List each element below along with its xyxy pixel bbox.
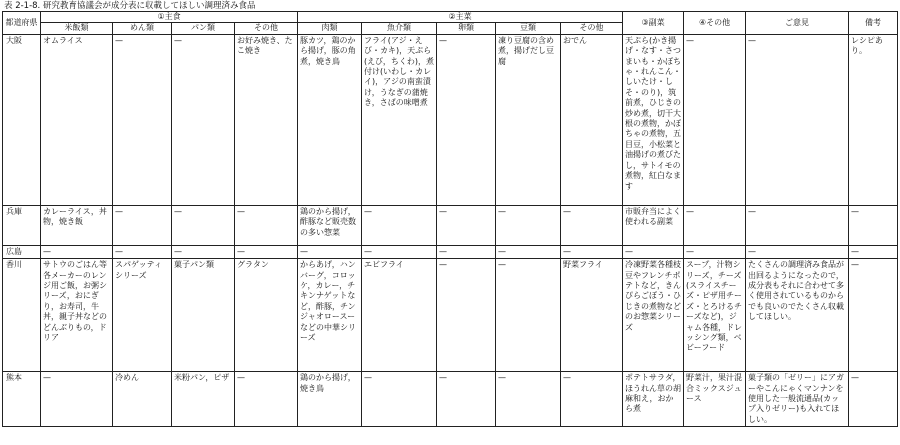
table-cell: — xyxy=(235,372,298,427)
table-cell: — xyxy=(561,245,623,258)
table-cell: — xyxy=(235,245,298,258)
table-row xyxy=(3,34,898,205)
table-cell: — xyxy=(496,245,561,258)
header-bread: パン類 xyxy=(172,23,235,34)
header-beans: 豆類 xyxy=(496,23,561,34)
header-rice: 米飯類 xyxy=(41,23,113,34)
row-prefecture: 熊本 xyxy=(3,372,41,427)
header-seafood: 魚介類 xyxy=(362,23,437,34)
table-row xyxy=(3,245,898,258)
table-cell: 鶏のから揚げ，焼き鳥 xyxy=(298,372,362,427)
header-staple-other: その他 xyxy=(235,23,298,34)
table-cell: 野菜汁，果汁混合ミックスジュース xyxy=(684,372,746,427)
table-cell: — xyxy=(746,245,849,258)
table-cell: — xyxy=(496,372,561,427)
table-cell: 市販弁当によく使われる副菜 xyxy=(623,205,684,245)
table-cell: — xyxy=(746,34,849,205)
table-cell: 天ぷら(かき揚げ・なす・さつまいも・かぼちゃ・れんこん・しいたけ・しそ・のり)，筑前煮，ひじきの炒め煮，切干大根の煮物，かぼちゃの煮物，五目豆，小松菜と油揚げの煮びたし，サトイモの煮物，紅白なます xyxy=(623,34,684,205)
table-row xyxy=(3,205,898,245)
table-cell: レシピあり。 xyxy=(849,34,898,205)
header-meat: 肉類 xyxy=(298,23,362,34)
table-cell: カレーライス，丼物，焼き飯 xyxy=(41,205,113,245)
table-cell: フライ(アジ・えび・カキ)，天ぷら(えび，ちくわ)，煮付け(いわし・カレイ)，アジの南蛮漬け，うなぎの蒲焼き，さばの味噌煮 xyxy=(362,34,437,205)
header-note: 備考 xyxy=(849,12,898,35)
header-row-top xyxy=(3,12,898,23)
table-cell: — xyxy=(172,34,235,205)
header-side: ③副菜 xyxy=(623,12,684,35)
header-opinion: ご意見 xyxy=(746,12,849,35)
table-cell: — xyxy=(684,205,746,245)
header-staple: ①主食 xyxy=(41,12,298,23)
header-pref: 都道府県 xyxy=(3,12,41,35)
header-main: ②主菜 xyxy=(298,12,623,23)
table-cell: — xyxy=(41,372,113,427)
header-main-other: その他 xyxy=(561,23,623,34)
table-cell: たくさんの調理済み食品が出回るようになったので，成分表もそれに合わせて多く使用されているものからでも良いのでたくさん収載してほしい。 xyxy=(746,259,849,372)
table-cell: 鶏のから揚げ，酢豚など販売数の多い惣菜 xyxy=(298,205,362,245)
table-cell: — xyxy=(684,245,746,258)
table-cell: — xyxy=(235,205,298,245)
row-prefecture: 大阪 xyxy=(3,34,41,205)
table-cell: — xyxy=(561,372,623,427)
row-prefecture: 香川 xyxy=(3,259,41,372)
table-cell: 菓子パン類 xyxy=(172,259,235,372)
table-cell: 凍り豆腐の含め煮，揚げだし豆腐 xyxy=(496,34,561,205)
table-cell: — xyxy=(362,205,437,245)
table-cell: 米粉パン，ピザ xyxy=(172,372,235,427)
table-cell: — xyxy=(849,205,898,245)
table-cell: — xyxy=(496,205,561,245)
table-cell: — xyxy=(41,245,113,258)
table-caption: 表 2-1-8. 研究教育協議会が成分表に収載してほしい調理済み食品 xyxy=(4,1,256,11)
header-egg: 卵類 xyxy=(437,23,496,34)
table-cell: 菓子類の「ゼリー」にアガーやこんにゃくマンナンを使用した一般流通品(カップ入りゼリー)も入れてほしい。 xyxy=(746,372,849,427)
table-cell: — xyxy=(362,372,437,427)
table-cell: — xyxy=(849,259,898,372)
table-cell: スパゲッティシリーズ xyxy=(113,259,172,372)
table-cell: — xyxy=(849,245,898,258)
table-cell: — xyxy=(849,372,898,427)
table-cell: — xyxy=(113,34,172,205)
table-cell: — xyxy=(623,245,684,258)
table-cell: 野菜フライ xyxy=(561,259,623,372)
table-cell: — xyxy=(172,245,235,258)
table-cell: おでん xyxy=(561,34,623,205)
table-cell: — xyxy=(437,372,496,427)
table-cell: スープ，汁物シリーズ，チーズ(スライスチーズ・ピザ用チーズ・とろけるチーズなど)，ジャム各種，ドレッシング類，ベビーフード xyxy=(684,259,746,372)
table-cell: — xyxy=(298,245,362,258)
table-cell: — xyxy=(496,259,561,372)
header-noodles: めん類 xyxy=(113,23,172,34)
table-cell: — xyxy=(113,205,172,245)
table-cell: — xyxy=(437,34,496,205)
table-cell: — xyxy=(684,34,746,205)
table-cell: 冷凍野菜各種枝豆やフレンチポテトなど，きんぴらごぼう・ひじきの煮物などのお惣菜シリーズ xyxy=(623,259,684,372)
table-cell: — xyxy=(362,245,437,258)
table-cell: — xyxy=(172,205,235,245)
table-cell: 豚カツ，鶏のから揚げ，豚の角煮，焼き鳥 xyxy=(298,34,362,205)
table-row xyxy=(3,372,898,427)
table-cell: — xyxy=(437,245,496,258)
table-row xyxy=(3,259,898,372)
row-prefecture: 広島 xyxy=(3,245,41,258)
table-cell: オムライス xyxy=(41,34,113,205)
table-cell: からあげ，ハンバーグ，コロッケ，カレー，チキンナゲットなど，酢豚，チンジャオロースーなどの中華シリーズ xyxy=(298,259,362,372)
table-cell: — xyxy=(113,245,172,258)
table-cell: — xyxy=(746,205,849,245)
table-cell: — xyxy=(437,205,496,245)
table-cell: グラタン xyxy=(235,259,298,372)
table-cell: 冷めん xyxy=(113,372,172,427)
table-cell: サトウのごはん等各メーカーのレンジ用ご飯，お粥シリーズ，おにぎり，お寿司，牛丼，親子丼などのどんぶりもの，ドリア xyxy=(41,259,113,372)
header-other: ④その他 xyxy=(684,12,746,35)
row-prefecture: 兵庫 xyxy=(3,205,41,245)
table-cell: お好み焼き、たこ焼き xyxy=(235,34,298,205)
table-cell: — xyxy=(561,205,623,245)
food-table xyxy=(2,11,898,427)
table-cell: エビフライ xyxy=(362,259,437,372)
table-cell: ポテトサラダ，ほうれん草の胡麻和え，おから煮 xyxy=(623,372,684,427)
table-cell: — xyxy=(437,259,496,372)
